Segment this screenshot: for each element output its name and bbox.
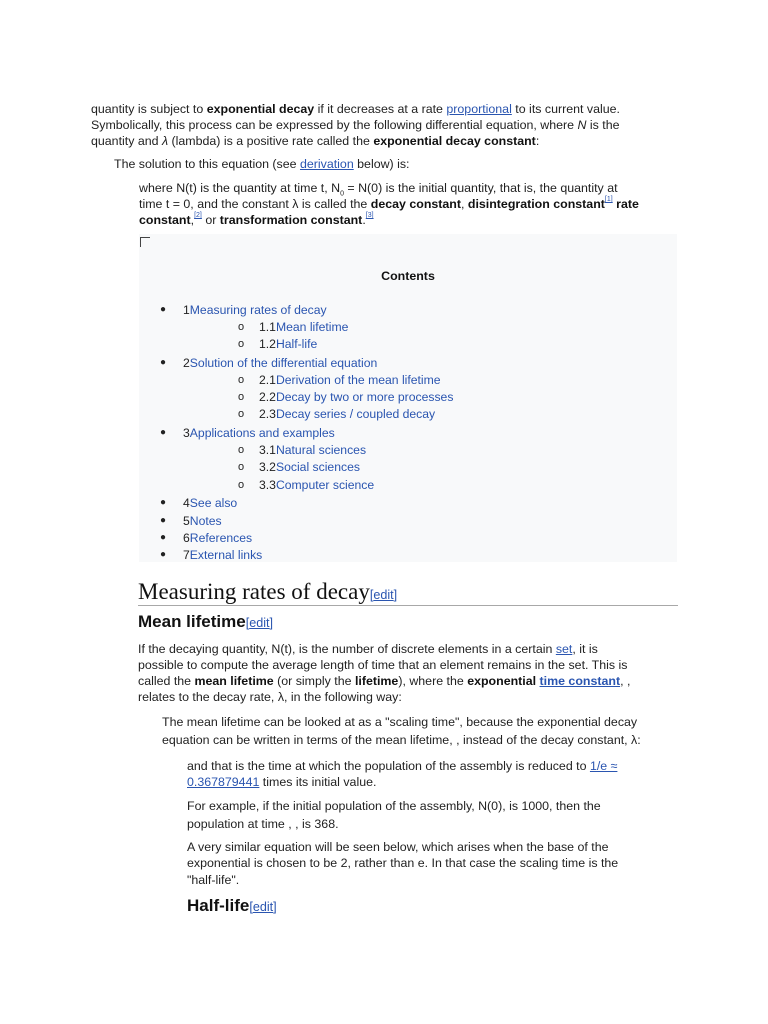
toc-number: 2 [183, 356, 190, 370]
intro-text: is the [586, 118, 620, 132]
toc-item-1-2[interactable] [238, 337, 318, 351]
toc-number: 1.1 [259, 320, 276, 334]
toc-title: Contents [381, 269, 435, 283]
scaling-line-1: The mean lifetime can be looked at as a "scaling time", because the exponential decay [162, 715, 638, 729]
toc-item-2-3[interactable] [238, 407, 436, 421]
link-set[interactable]: set [555, 642, 573, 656]
toc-item-5[interactable] [160, 514, 222, 528]
reduced-line-1 [187, 758, 617, 774]
mean-line-3 [138, 673, 630, 689]
toc-item-3[interactable] [160, 426, 335, 440]
intro-line-3 [91, 133, 539, 149]
term-exponential-decay: exponential decay [206, 102, 315, 116]
symbol-n: N [577, 118, 587, 132]
circle-bullet-icon: o [238, 374, 245, 386]
term-exponential-decay-constant: exponential decay constant [373, 134, 536, 148]
link-proportional[interactable]: proportional [446, 102, 512, 116]
term-disintegration-constant: disintegration constant [467, 197, 605, 211]
toc-number: 7 [183, 548, 190, 562]
intro-text: (lambda) is a positive rate called the [168, 134, 374, 148]
toc-item-1-1[interactable] [238, 320, 349, 334]
solution-text: The solution to this equation (see [114, 157, 300, 171]
edit-link-text[interactable]: edit [252, 900, 274, 914]
term-transformation-constant: transformation constant [219, 213, 363, 227]
where-text: or [201, 213, 220, 227]
heading-half-life [187, 895, 277, 918]
mean-line-1 [138, 641, 598, 657]
edit-link-text[interactable]: edit [373, 588, 394, 602]
toc-label[interactable]: Mean lifetime [275, 320, 349, 334]
term-exponential: exponential [467, 674, 537, 688]
toc-item-7[interactable] [160, 548, 263, 562]
similar-line-1: A very similar equation will be seen below, which arises when the base of the [187, 840, 609, 854]
circle-bullet-icon: o [238, 479, 245, 491]
intro-line-1 [91, 101, 620, 117]
mean-text: ), where the [398, 674, 468, 688]
toc-number: 2.3 [259, 407, 276, 421]
example-line-1: For example, if the initial population of the assembly, N(0), is 1000, then the [187, 799, 601, 813]
intro-text: Symbolically, this process can be expressed by the following differential equation, where [91, 118, 578, 132]
toc-label[interactable]: External links [189, 548, 263, 562]
heading-text: Half-life [187, 896, 250, 915]
edit-link-measuring[interactable]: [edit] [369, 588, 398, 602]
toc-number: 6 [183, 531, 190, 545]
link-derivation[interactable]: derivation [299, 157, 354, 171]
toc-label[interactable]: Social sciences [275, 460, 360, 474]
similar-line-2: exponential is chosen to be 2, rather than e. In that case the scaling time is the [187, 856, 619, 870]
mean-text: called the [138, 674, 195, 688]
term-mean-lifetime: mean lifetime [194, 674, 274, 688]
circle-bullet-icon: o [238, 338, 245, 350]
bullet-icon: ● [160, 497, 167, 508]
toc-label[interactable]: References [189, 531, 253, 545]
toc-label[interactable]: Half-life [275, 337, 318, 351]
solution-line [114, 156, 410, 172]
term-decay-constant: decay constant [370, 197, 461, 211]
term-constant: constant [139, 213, 191, 227]
symbol-lambda: λ [161, 134, 169, 148]
where-line-3: constant,[2] or transformation constant.[3] [139, 212, 374, 227]
circle-bullet-icon: o [238, 321, 245, 333]
toc-item-3-3[interactable] [238, 478, 375, 492]
reduced-text: and that is the time at which the population of the assembly is reduced to [187, 759, 590, 773]
bullet-icon: ● [160, 515, 167, 526]
heading-text: Mean lifetime [138, 612, 246, 631]
intro-text: if it decreases at a rate [314, 102, 447, 116]
toc-number: 1.2 [259, 337, 276, 351]
bullet-icon: ● [160, 549, 167, 560]
bullet-icon: ● [160, 532, 167, 543]
toc-label[interactable]: Derivation of the mean lifetime [275, 373, 441, 387]
link-one-over-e[interactable]: 1/e ≈ [589, 759, 618, 773]
link-time-constant[interactable]: time constant [539, 674, 621, 688]
circle-bullet-icon: o [238, 444, 245, 456]
solution-text: below) is: [353, 157, 410, 171]
scaling-line-2: equation can be written in terms of the mean lifetime, , instead of the decay constant, λ: [162, 733, 641, 747]
example-line-2: population at time , , is 368. [187, 817, 339, 831]
toc-label[interactable]: Notes [189, 514, 222, 528]
circle-bullet-icon: o [238, 461, 245, 473]
toc-number: 5 [183, 514, 190, 528]
edit-link-half-life[interactable]: [edit] [249, 900, 277, 914]
toc-label[interactable]: Computer science [275, 478, 375, 492]
toc-item-2[interactable] [160, 356, 378, 370]
toc-number: 1 [183, 303, 190, 317]
where-line-2 [139, 196, 639, 212]
intro-text: quantity is subject to [91, 102, 207, 116]
toc-label[interactable]: Natural sciences [275, 443, 367, 457]
circle-bullet-icon: o [238, 391, 245, 403]
where-text: time t = 0, and the constant λ is called the [139, 197, 371, 211]
link-0-367879441[interactable]: 0.367879441 [187, 775, 260, 789]
toc-label[interactable]: Measuring rates of decay [189, 303, 327, 317]
edit-link-mean-lifetime[interactable]: [edit] [245, 616, 274, 630]
toc-item-2-2[interactable] [238, 390, 454, 404]
mean-text: (or simply the [273, 674, 355, 688]
where-text: = N(0) is the initial quantity, that is, the quantity at [343, 181, 618, 195]
toc-number: 3.3 [259, 478, 276, 492]
mean-line-2: possible to compute the average length of time that an element remains in the set. This is [138, 658, 628, 672]
toc-item-3-1[interactable] [238, 443, 367, 457]
bullet-icon: ● [160, 427, 167, 438]
toc-number: 3.1 [259, 443, 276, 457]
mean-line-4: relates to the decay rate, λ, in the following way: [138, 690, 402, 704]
ref-link-3[interactable]: [3] [365, 212, 374, 219]
toc-label[interactable]: Applications and examples [189, 426, 335, 440]
intro-text: to its current value. [511, 102, 620, 116]
toc-label[interactable]: Decay series / coupled decay [275, 407, 436, 421]
toc-item-3-2[interactable] [238, 460, 360, 474]
edit-link-text[interactable]: edit [249, 616, 270, 630]
toc-number: 4 [183, 496, 190, 510]
reduced-text: times its initial value. [259, 775, 377, 789]
ref-link-2[interactable]: [2] [194, 212, 202, 219]
circle-bullet-icon: o [238, 408, 245, 420]
toc-number: 2.1 [259, 373, 276, 387]
toc-number: 3 [183, 426, 190, 440]
term-lifetime: lifetime [354, 674, 399, 688]
intro-line-2 [91, 117, 620, 133]
toc-item-4[interactable] [160, 496, 238, 510]
toc-label[interactable]: Decay by two or more processes [275, 390, 454, 404]
ref-link-1[interactable]: [1] [604, 196, 613, 203]
toc-label[interactable]: Solution of the differential equation [189, 356, 378, 370]
intro-text: quantity and [91, 134, 162, 148]
toc-item-6[interactable] [160, 531, 253, 545]
toc-item-2-1[interactable] [238, 373, 441, 387]
similar-line-3: "half-life". [187, 873, 240, 887]
bullet-icon: ● [160, 304, 167, 315]
term-rate: rate [612, 197, 639, 211]
mean-text: If the decaying quantity, N(t), is the number of discrete elements in a certain [138, 642, 556, 656]
heading-mean-lifetime [138, 611, 273, 634]
heading-text: Measuring rates of decay [138, 579, 370, 604]
where-text: where N(t) is the quantity at time t, N [139, 181, 341, 195]
mean-text: , it is [572, 642, 598, 656]
mean-text: , , [620, 674, 631, 688]
subscript-zero: 0 [340, 190, 344, 198]
toc-number: 3.2 [259, 460, 276, 474]
where-text: , [461, 197, 468, 211]
reduced-line-2 [187, 774, 376, 790]
bullet-icon: ● [160, 357, 167, 368]
toc-label[interactable]: See also [189, 496, 238, 510]
heading-measuring-rates-of-decay [138, 578, 678, 606]
intro-text: : [535, 134, 540, 148]
toc-number: 2.2 [259, 390, 276, 404]
toc-item-1[interactable] [160, 303, 327, 317]
toc-toggle-icon[interactable] [140, 237, 150, 247]
